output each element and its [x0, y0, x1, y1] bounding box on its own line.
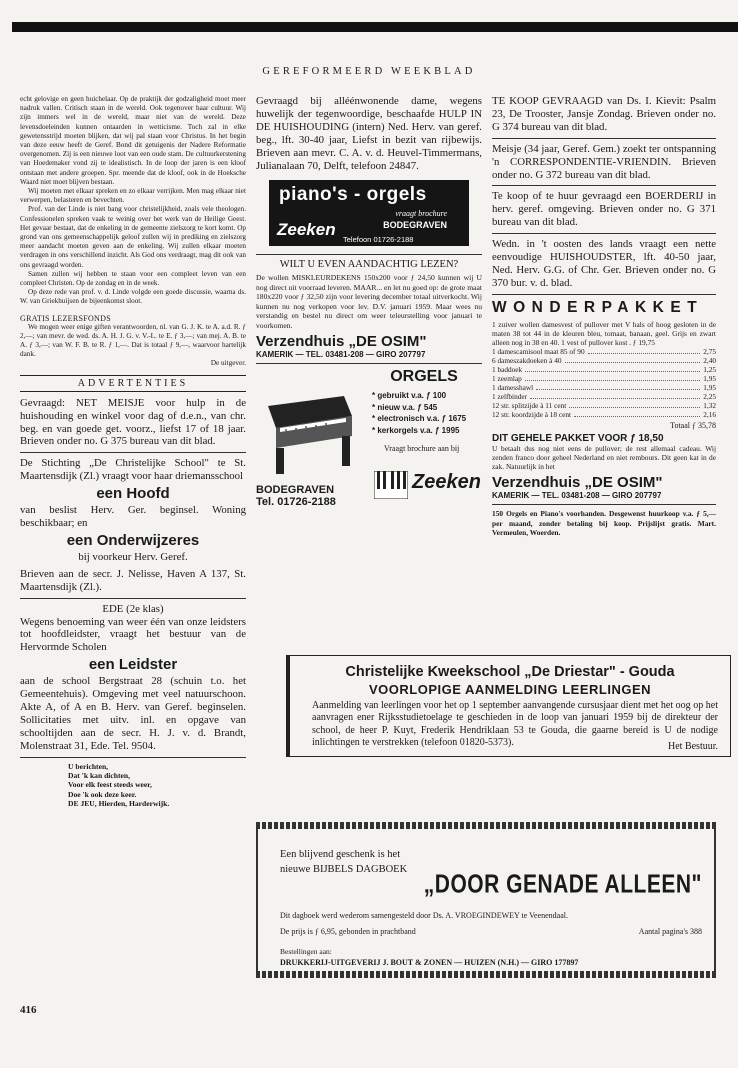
bijbels-dagboek-ad: [256, 822, 716, 982]
organ-illustration-icon: [256, 376, 356, 476]
article-paragraph: Op deze rede van prof. v. d. Linde volgde een goede discussie, waarna ds. W. van Griekhuijsen de bijeenkomst sloot.: [20, 288, 246, 306]
border-ornament: [256, 822, 716, 829]
ad-ede-text: Wegens benoeming van weer één van onze leidsters tot hoofdleidster, vraagt het bestuur van de Hervormde Scholen: [20, 615, 246, 654]
column-2: [256, 95, 482, 518]
poem-line: Voor elk feest steeds weer,: [68, 780, 152, 790]
poem-line: DE JEU, Hierden, Harderwijk.: [68, 798, 170, 808]
wonder-item-label: 1 zeemlap: [492, 374, 522, 384]
wonder-item-label: 12 str. splitzijde à 11 cent: [492, 401, 567, 411]
leader-dots: [588, 347, 701, 354]
wonder-item-label: 1 zelfbinder: [492, 392, 528, 402]
wonder-item-price: 2,40: [703, 356, 716, 366]
ad-brieven: Brieven aan de secr. J. Nelisse, Haven A 137, St. Maartensdijk (Zl.).: [20, 567, 246, 593]
ad-wedn: Wedn. in 't oosten des lands vraagt een nette eenvoudige HUISHOUDSTER, lft. 40-50 jaar, Ned. Herv. G.G. of Chr. Ger. Brieven onder no. G 370 bur. v. d. blad.: [492, 238, 716, 289]
pianos-tel: Telefoon 01726-2188: [343, 235, 414, 245]
orgels-item: * nieuw v.a. ƒ 545: [372, 402, 438, 412]
wonder-item-label: 1 damesshawl: [492, 383, 534, 393]
wilt-title: WILT U EVEN AANDACHTIG LEZEN?: [279, 259, 459, 271]
wonder-item-price: 1,95: [703, 374, 716, 384]
ad-hoofd: een Hoofd: [96, 485, 170, 503]
wonder-item: [492, 410, 716, 419]
bijbels-inner: [256, 829, 716, 971]
wonder-item-price: 2,16: [703, 410, 716, 420]
wonder-item: [492, 383, 716, 392]
zeeken-logo: Zeeken: [277, 220, 336, 240]
gehele-pakket: DIT GEHELE PAKKET VOOR ƒ 18,50: [492, 433, 664, 445]
ad-onderw-text: bij voorkeur Herv. Geref.: [78, 550, 188, 563]
pianos-orgels-ad: [269, 180, 469, 246]
divider: [256, 254, 482, 255]
osim-name: Verzendhuis „DE OSIM": [256, 333, 427, 351]
pianos-sub: vraagt brochure: [395, 209, 447, 219]
column-1: [20, 95, 246, 808]
ad-onderwijzeres: een Onderwijzeres: [66, 531, 200, 549]
divider: [492, 138, 716, 139]
gehele-text: U betaalt dus nog niet eens de pullover; de rest allemaal cadeau. Wij zenden franco door geheel Nederland en niet rembours. Dit geen kat in de zak. Natuurlijk in het: [492, 444, 716, 472]
wonder-item-price: 1,95: [703, 383, 716, 393]
ad-ede: EDE (2e klas): [102, 602, 164, 615]
page-number: 416: [20, 1004, 37, 1016]
divider: [20, 598, 246, 599]
pianos-city: BODEGRAVEN: [383, 220, 447, 231]
wilt-text: De wollen MISKLEURDEKENS 150x200 voor ƒ 24,50 kunnen wij U nog direct uit voorraad leveren. MAAR... en let nu goed op: de grote maat 180x220 voor ƒ 32,50 zijn voor levering december totaal uitverkocht. Wij kunnen nu nog verkopen voor lev. D.V. januari 1959. Maar wees nu verstandig en bestel nu direct om weer teleurstelling voor januari te voorkomen.: [256, 273, 482, 330]
orgels150-text: 150 Orgels en Piano's voorhanden. Desgewenst huurkoop v.a. ƒ 5,— per maand, zonder betaling bij koop. Prijslijst gratis. Mart. Vermeulen, Woerden.: [492, 509, 716, 537]
pianos-title: piano's - orgels: [279, 184, 427, 206]
ad-leidster-text: aan de school Bergstraat 28 (schuin t.o. het Gemeentehuis). Omgeving met veel natuurschoon. Akte A, of A en B. Herv. van Geref. beginselen. Sollicitaties met uitv. inl. en opgave van schooltijden aan de secr. H. J. v. d. Brandt, Molenstraat 31, Ede. Tel. 9504.: [20, 675, 246, 752]
wonder-item-price: 1,32: [703, 401, 716, 411]
divider: [492, 504, 716, 505]
leader-dots: [574, 410, 700, 417]
bijbels-line1: Een blijvend geschenk is het: [280, 849, 401, 860]
wonder-item: [492, 347, 716, 356]
zeeken-logo: Zeeken: [412, 471, 481, 494]
kweekschool-text: Aanmelding van leerlingen voor het op 1 september aanvangende cursusjaar dient met het oog op het aanvragen ener Rijksstudietoelage te geschieden in de loop van januari 1959 bij de direkteur der school, de heer P. Kuyt, Frederik Hendriklaan 53 te Gouda, die gaarne bereid is U de nodige inlichtingen te verstrekken (telefoon 01820-5373).: [312, 700, 718, 748]
orgels-item: * electronisch v.a. ƒ 1675: [372, 414, 467, 424]
bijbels-prijs: De prijs is ƒ 6,95, gebonden in prachtband: [280, 927, 416, 936]
orgels-item: * gebruikt v.a. ƒ 100: [372, 391, 447, 401]
wonder-totaal: Totaal ƒ 35,78: [670, 421, 716, 431]
orgels-city: BODEGRAVEN: [256, 484, 335, 497]
wonder-item-label: 1 baddoek: [492, 365, 523, 375]
wonder-item-label: 6 dameszakdoeken à 40: [492, 356, 562, 366]
kweekschool-title: Christelijke Kweekschool „De Driestar" - Gouda: [345, 664, 675, 680]
border-ornament: [256, 971, 716, 978]
leader-dots: [536, 383, 700, 390]
wonder-item: [492, 365, 716, 374]
kweekschool-sign: Het Bestuur.: [668, 741, 718, 752]
bijbels-samengesteld: Dit dagboek werd wederom samengesteld door Ds. A. VROEGINDEWEY te Veenendaal.: [280, 911, 568, 920]
divider: [492, 294, 716, 295]
gratis-title: GRATIS LEZERSFONDS: [20, 313, 111, 323]
osim-line: KAMERIK — TEL. 03481-208 — GIRO 207797: [492, 491, 662, 501]
divider: [256, 363, 482, 364]
orgels-ad: [256, 368, 482, 518]
running-title: GEREFORMEERD WEEKBLAD: [262, 66, 476, 77]
gratis-sign: De uitgever.: [210, 359, 246, 368]
ad-boerderij: Te koop of te huur gevraagd een BOERDERIJ in herv. geref. omgeving. Brieven onder no. G 371 bureau van dit blad.: [492, 190, 716, 229]
wonder-item-price: 2,25: [703, 392, 716, 402]
ad-tekoop: TE KOOP GEVRAAGD van Ds. I. Kievit: Psalm 23, De Trooster, Jansje Zondag. Brieven onder no. G 374 bureau van dit blad.: [492, 95, 716, 133]
osim-line: KAMERIK — TEL. 03481-208 — GIRO 207797: [256, 350, 426, 360]
ad-leidster: een Leidster: [88, 656, 178, 674]
poem: [68, 762, 246, 808]
wonder-item-label: 12 str. koordzijde à 18 cent: [492, 410, 572, 420]
piano-keys-icon: [374, 471, 408, 499]
leader-dots: [530, 392, 700, 399]
orgels-city-block: [256, 484, 336, 508]
orgels-prices: [372, 390, 466, 436]
kweekschool-ad: [286, 655, 731, 757]
leader-dots: [569, 401, 700, 408]
orgels-tel: Tel. 01726-2188: [256, 496, 336, 509]
wonder-item-label: 1 damescamisool maat 85 of 90: [492, 347, 585, 357]
poem-line: Dat 'k kan dichten,: [68, 771, 131, 781]
divider: [20, 757, 246, 758]
bijbels-line2: nieuwe BIJBELS DAGBOEK: [280, 864, 408, 875]
bijbels-bestellingen: Bestellingen aan:: [280, 947, 332, 956]
bijbels-drukkerij: DRUKKERIJ-UITGEVERIJ J. BOUT & ZONEN — HUIZEN (N.H.) — GIRO 177897: [280, 958, 579, 967]
article-paragraph: Samen zullen wij hebben te staan voor een compleet leven van een compleet Christen. Op de zondag en in de week.: [20, 269, 246, 288]
wonder-intro: 1 zuiver wollen damesvest of pullover met V hals of hoog gesloten in de maten 38 tot 44 in de kleuren bleu, tomaat, banaan, geel. Grijs en zwart alleen nog in 38 en 40. 1 vest of pullover kost . ƒ 19,75: [492, 319, 716, 347]
wonder-item: [492, 401, 716, 410]
orgels-vraagt: Vraagt brochure aan bij: [384, 444, 460, 454]
bijbels-paginas: Aantal pagina's 388: [638, 927, 702, 936]
ad-meisje: Gevraagd: NET MEISJE voor hulp in de huishouding en winkel voor dag of d.e.n., van chr. beg. en van goede get. voorz., liefst 17 of 18 jaar. Brieven onder no. G 375 bureau van dit blad.: [20, 396, 246, 448]
orgels-item: * kerkorgels v.a. ƒ 1995: [372, 425, 460, 435]
leader-dots: [525, 365, 700, 372]
top-black-bar: [12, 22, 738, 32]
ad-meisje34: Meisje (34 jaar, Geref. Gem.) zoekt ter ontspanning 'n CORRESPONDENTIE-VRIENDIN. Brieven onder no. G 372 bureau van dit blad.: [492, 142, 716, 181]
poem-line: U berichten,: [68, 761, 109, 771]
article-paragraph: Prof. van der Linde is niet bang voor christelijkheid, zoals vele theologen. Confessionelen spreken vaak te weinig over het werk van de Heilige Geest. Het gevaar bestaat, dat de enkeling in de gemeente zielszorg te kort komt. Op grond van ons gemeenschappelijk geloof zullen wij in prediking en zielszorg meer aandacht moeten geven aan de enkeling. Wij zullen elkaar moeten verdragen in ons verschillend inzicht. Als God ons verdraagt, mag dit ook van ons gevraagd worden.: [20, 205, 246, 269]
ad-hoofd-text: van beslist Herv. Ger. beginsel. Woning beschikbaar; en: [20, 504, 246, 530]
wonder-price-list: [492, 347, 716, 419]
wonder-item: [492, 356, 716, 365]
article-paragraph: echt gelovige en geen huichelaar. Op de praktijk der godzaligheid moet meer nadruk vallen. Critisch staan in de wereld. Ook tegenover haar cultuur. Wij zijn immers wel in de wereld, maar niet van de wereld. Deze levensdoeleinden kunnen ontaarden in wetticisme. Toch zal in elke gewetensstrijd moeten blijken, dat wij pal staan voor Christus. In het begin van deze eeuw heeft de Geref. Bond dit getuigenis der Nadere Reformatie overgenomen. Zij is een nieuwe loot van een oude stam. De cultuurkerstening van Hoedemaker vond zij te idealistisch. In de loop der jaren is een kloof ontstaan met andere groepen. Spr. meende dat de kloof, ook in de Hoeksche Waard niet moet blijven bestaan.: [20, 95, 246, 186]
poem-line: Doe 'k ook deze keer.: [68, 789, 137, 799]
kweekschool-subtitle: VOORLOPIGE AANMELDING LEERLINGEN: [368, 682, 652, 697]
divider: [492, 233, 716, 234]
orgels-title: ORGELS: [390, 368, 458, 386]
divider: [492, 185, 716, 186]
ad-stichting: De Stichting „De Christelijke School" te St. Maartensdijk (Zl.) vraagt voor haar driemansschool: [20, 457, 246, 483]
wonder-item-price: 2,75: [703, 347, 716, 357]
wonder-item: [492, 374, 716, 383]
wonder-item: [492, 392, 716, 401]
leader-dots: [565, 356, 701, 363]
advertenties-heading: ADVERTENTIES: [20, 375, 246, 392]
bijbels-title: „DOOR GENADE ALLEEN": [423, 870, 702, 899]
gratis-text: We mogen weer enige giften verantwoorden, nl. van G. J. K. te A. a.d. R. ƒ 2,—; van mevr. de wed. ds. A. H. J. G. v. V.-L. te E. ƒ 3,—; van mej. A. B. te A. ƒ 3,—; van W. F. B. te R. ƒ 1,—. Dat is totaal ƒ 9,—, waarvoor hartelijk dank.: [20, 322, 246, 359]
article-text: [20, 95, 246, 307]
article-paragraph: Wij moeten met elkaar spreken en zo elkaar verrijken. Men mag elkaar niet verwerpen, belasteren en bevechten.: [20, 187, 246, 205]
gratis-section: [20, 323, 246, 369]
wonder-item-price: 1,25: [703, 365, 716, 375]
wonderpakket-title: WONDERPAKKET: [492, 298, 704, 316]
leader-dots: [525, 374, 700, 381]
column-3: [492, 95, 716, 537]
divider: [20, 452, 246, 453]
bijbels-intro: [280, 847, 407, 877]
ad-hulp: Gevraagd bij alléénwonende dame, wegens huwelijk der tegenwoordige, beschaafde HULP IN DE HUISHOUDING (intern) Ned. Herv. van geref. beg., lft. 30-40 jaar, Liefst in bezit van rijbewijs. Brieven aan mevr. C. A. v. d. Heuvel-Timmermans, Julianalaan 70, Delft, telefoon 24847.: [256, 95, 482, 172]
osim-name: Verzendhuis „DE OSIM": [492, 474, 663, 492]
